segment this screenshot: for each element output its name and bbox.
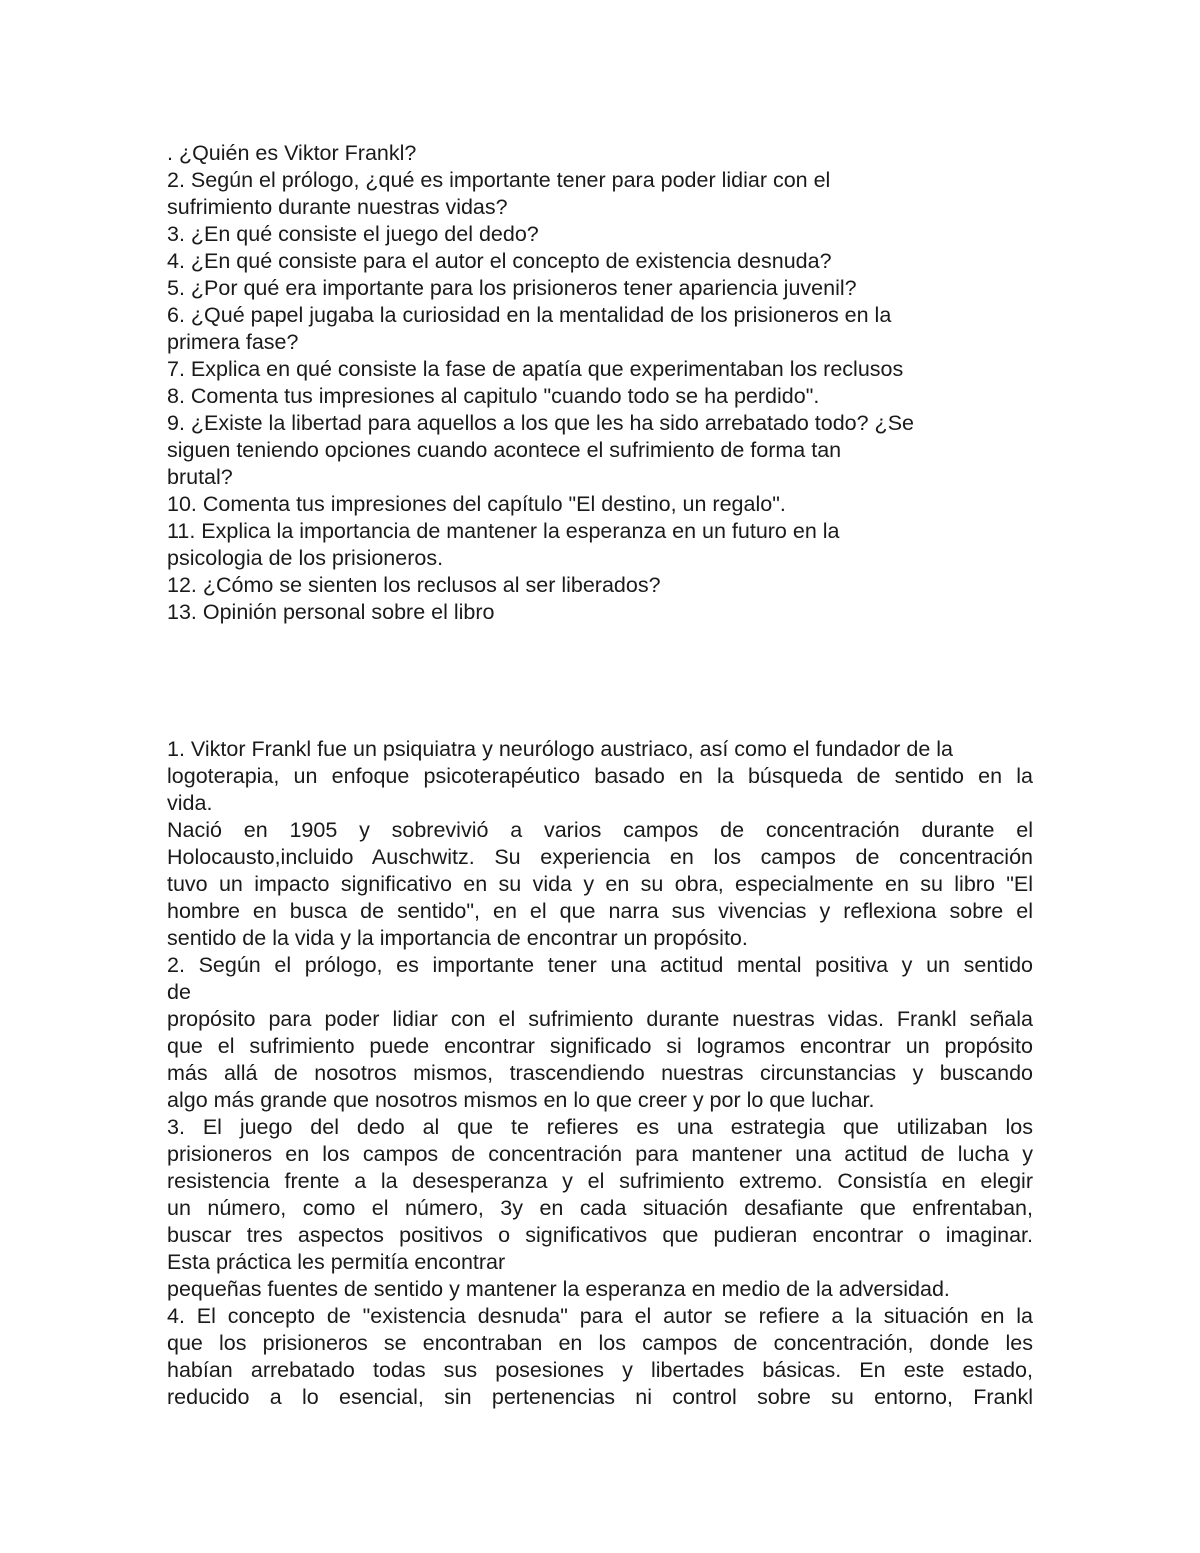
question-line: 8. Comenta tus impresiones al capitulo "cuando todo se ha perdido". xyxy=(167,384,820,408)
answer-line: más allá de nosotros mismos, trascendiendo nuestras circunstancias y buscando xyxy=(167,1061,1033,1085)
answer-line: de xyxy=(167,980,191,1004)
question-line: 9. ¿Existe la libertad para aquellos a los que les ha sido arrebatado todo? ¿Se xyxy=(167,411,914,435)
answer-line: pequeñas fuentes de sentido y mantener la esperanza en medio de la adversidad. xyxy=(167,1277,950,1301)
question-line: 10. Comenta tus impresiones del capítulo "El destino, un regalo". xyxy=(167,492,786,516)
question-line: 3. ¿En qué consiste el juego del dedo? xyxy=(167,222,539,246)
question-line: 2. Según el prólogo, ¿qué es importante tener para poder lidiar con el xyxy=(167,168,831,192)
question-line: psicologia de los prisioneros. xyxy=(167,546,444,570)
answer-line: reducido a lo esencial, sin pertenencias ni control sobre su entorno, Frankl xyxy=(167,1385,1033,1409)
answer-line: 1. Viktor Frankl fue un psiquiatra y neurólogo austriaco, así como el fundador de la xyxy=(167,737,953,761)
question-line: 6. ¿Qué papel jugaba la curiosidad en la mentalidad de los prisioneros en la xyxy=(167,303,892,327)
answer-line: resistencia frente a la desesperanza y el sufrimiento extremo. Consistía en elegir xyxy=(167,1169,1033,1193)
answer-line: que los prisioneros se encontraban en los campos de concentración, donde les xyxy=(167,1331,1033,1355)
question-line: . ¿Quién es Viktor Frankl? xyxy=(167,141,417,165)
answer-line: vida. xyxy=(167,791,213,815)
answer-line: tuvo un impacto significativo en su vida y en su obra, especialmente en su libro "El xyxy=(167,872,1033,896)
answer-line: algo más grande que nosotros mismos en lo que creer y por lo que luchar. xyxy=(167,1088,875,1112)
answer-line: buscar tres aspectos positivos o significativos que pudieran encontrar o imaginar. xyxy=(167,1223,1033,1247)
answer-line: hombre en busca de sentido", en el que narra sus vivencias y reflexiona sobre el xyxy=(167,899,1033,923)
answer-line: Esta práctica les permitía encontrar xyxy=(167,1250,506,1274)
answers-section xyxy=(167,736,1033,1411)
answer-line: Holocausto,incluido Auschwitz. Su experiencia en los campos de concentración xyxy=(167,845,1033,869)
questions-list xyxy=(167,140,1033,626)
question-line: 11. Explica la importancia de mantener la esperanza en un futuro en la xyxy=(167,519,840,543)
question-line: 12. ¿Cómo se sienten los reclusos al ser liberados? xyxy=(167,573,661,597)
question-line: 5. ¿Por qué era importante para los prisioneros tener apariencia juvenil? xyxy=(167,276,857,300)
answer-line: prisioneros en los campos de concentración para mantener una actitud de lucha y xyxy=(167,1142,1033,1166)
answer-line: sentido de la vida y la importancia de encontrar un propósito. xyxy=(167,926,748,950)
question-line: siguen teniendo opciones cuando acontece el sufrimiento de forma tan xyxy=(167,438,842,462)
question-line: primera fase? xyxy=(167,330,299,354)
answer-line: 2. Según el prólogo, es importante tener una actitud mental positiva y un sentido xyxy=(167,953,1033,977)
question-line: brutal? xyxy=(167,465,233,489)
answer-line: 3. El juego del dedo al que te refieres es una estrategia que utilizaban los xyxy=(167,1115,1033,1139)
question-line: 7. Explica en qué consiste la fase de apatía que experimentaban los reclusos xyxy=(167,357,904,381)
question-line: 4. ¿En qué consiste para el autor el concepto de existencia desnuda? xyxy=(167,249,832,273)
question-line: 13. Opinión personal sobre el libro xyxy=(167,600,495,624)
answer-line: logoterapia, un enfoque psicoterapéutico basado en la búsqueda de sentido en la xyxy=(167,764,1033,788)
question-line: sufrimiento durante nuestras vidas? xyxy=(167,195,508,219)
answer-line: un número, como el número, 3y en cada situación desafiante que enfrentaban, xyxy=(167,1196,1033,1220)
answer-line: Nació en 1905 y sobrevivió a varios campos de concentración durante el xyxy=(167,818,1033,842)
answer-line: habían arrebatado todas sus posesiones y libertades básicas. En este estado, xyxy=(167,1358,1033,1382)
answer-line: 4. El concepto de "existencia desnuda" para el autor se refiere a la situación en la xyxy=(167,1304,1033,1328)
answer-line: propósito para poder lidiar con el sufrimiento durante nuestras vidas. Frankl señala xyxy=(167,1007,1033,1031)
answer-line: que el sufrimiento puede encontrar significado si logramos encontrar un propósito xyxy=(167,1034,1033,1058)
